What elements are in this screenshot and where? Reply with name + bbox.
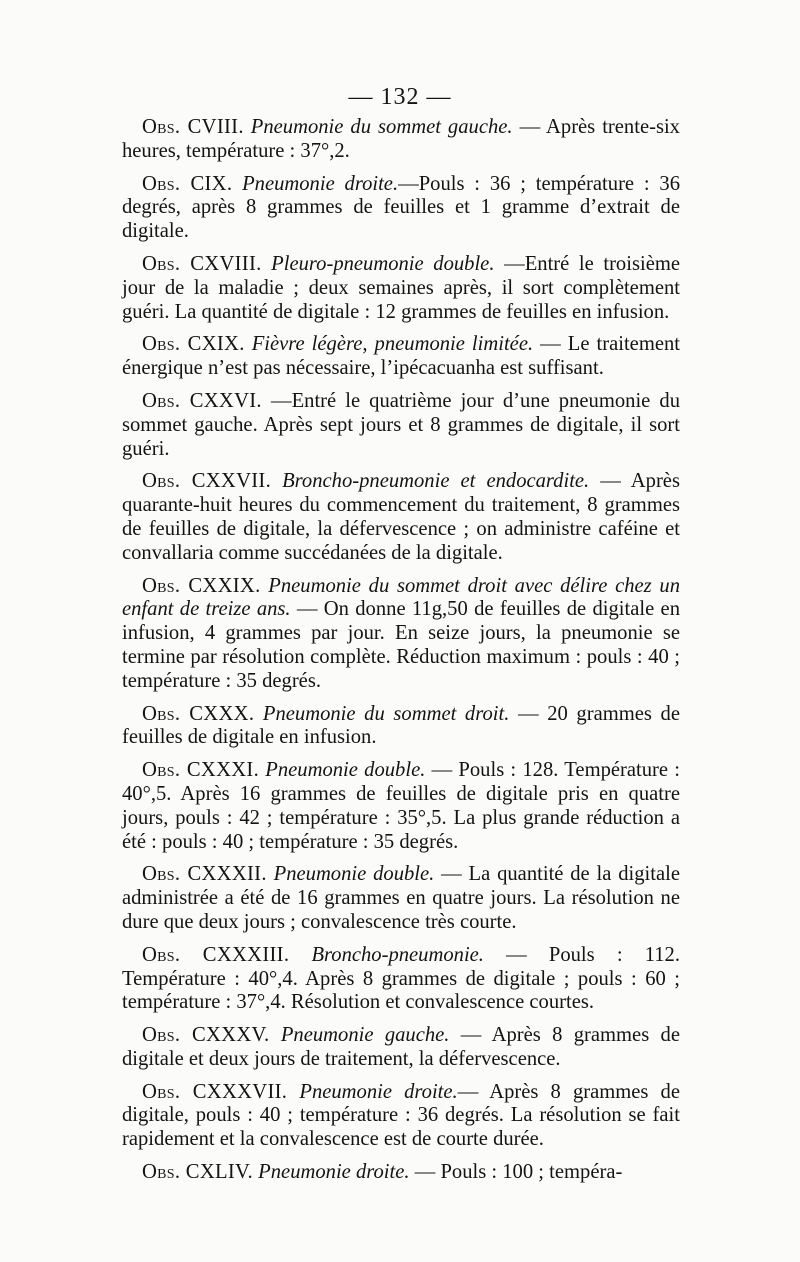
observation-cxxxvii xyxy=(122,1081,680,1152)
page-number: — 132 — xyxy=(348,84,452,110)
observation-title: Pneumonie droite. xyxy=(299,1080,458,1103)
observation-cxxvi xyxy=(122,390,680,461)
observation-cxix xyxy=(122,333,680,381)
observation-cxxxi xyxy=(122,759,680,854)
observation-label: Obs. CXLIV. xyxy=(142,1161,254,1184)
observation-title: Pneumonie double. xyxy=(265,759,426,782)
observation-cxxix xyxy=(122,575,680,694)
observation-cviii xyxy=(122,116,680,164)
observation-label: Obs. CXXXII. xyxy=(142,863,267,886)
observation-label: Obs. CXVIII. xyxy=(142,252,262,275)
observation-text: — Pouls : 112. Température : 40°,4. Après 8 grammes de digitale ; pouls : 60 ; température : 37°,4. Résolution et convalescence courtes. xyxy=(122,943,680,1014)
observation-text: — La quantité de la digitale administrée a été de 16 grammes en quatre jours. La résolution ne dure que deux jours ; convalescence très courte. xyxy=(122,863,680,933)
observation-title: Pleuro-pneumonie double. xyxy=(271,252,495,275)
observation-text: —Entré le troisième jour de la maladie ; deux semaines après, il sort complètement guéri. La quantité de digitale : 12 grammes de feuilles en infusion. xyxy=(122,252,680,323)
observation-title: Broncho-pneumonie. xyxy=(311,943,484,966)
observation-label: Obs. CXXIX. xyxy=(142,574,261,597)
observation-label: Obs. CXXXIII. xyxy=(142,943,290,966)
observation-cxxvii xyxy=(122,470,680,565)
observation-text: — 20 grammes de feuilles de digitale en infusion. xyxy=(122,702,680,749)
observation-label: Obs. CXXX. xyxy=(142,702,255,725)
observation-label: Obs. CXXXV. xyxy=(142,1024,270,1047)
observation-text: —Pouls : 36 ; température : 36 degrés, après 8 grammes de feuilles et 1 gramme d’extrait de digitale. xyxy=(122,172,680,243)
observation-cxviii xyxy=(122,253,680,324)
observation-text: — Après 8 grammes de digitale et deux jours de traitement, la défervescence. xyxy=(122,1024,680,1070)
observation-text: — Pouls : 100 ; tempéra- xyxy=(414,1161,623,1184)
observation-text: —Entré le quatrième jour d’une pneumonie du sommet gauche. Après sept jours et 8 grammes de digitale, il sort guéri. xyxy=(122,389,680,460)
observation-title: Pneumonie droite. xyxy=(258,1161,410,1184)
observation-cxxx xyxy=(122,703,680,751)
observation-title: Pneumonie du sommet gauche. xyxy=(250,116,513,138)
observation-label: Obs. CXXVII. xyxy=(142,470,272,493)
observation-title: Pneumonie droite. xyxy=(242,172,399,195)
observation-cix xyxy=(122,173,680,244)
observation-text: — Pouls : 128. Température : 40°,5. Après 16 grammes de feuilles de digitale pris en quatre jours, pouls : 42 ; température : 35°,5. La plus grande réduction a été : pouls : 40 ; température : 35 degrés. xyxy=(122,759,680,853)
observation-text: — Après trente-six heures, température : 37°,2. xyxy=(122,116,680,162)
observation-cxxxii xyxy=(122,863,680,934)
observation-title: Pneumonie gauche. xyxy=(280,1024,450,1047)
observation-cxxxiii xyxy=(122,944,680,1015)
observation-title: Pneumonie double. xyxy=(273,863,435,886)
observations-list xyxy=(122,116,680,1194)
observation-text: — On donne 11g,50 de feuilles de digitale en infusion, 4 grammes par jour. En seize jours, la pneumonie se termine par résolution complète. Réduction maximum : pouls : 40 ; température : 35 degrés. xyxy=(122,598,680,692)
observation-text: — Après 8 grammes de digitale, pouls : 40 ; température : 36 degrés. La résolution se fait rapidement et la convalescence est de courte durée. xyxy=(122,1080,680,1151)
observation-label: Obs. CXXXI. xyxy=(142,759,260,782)
observation-label: Obs. CXXVI. xyxy=(142,389,262,412)
observation-text: — Après quarante-huit heures du commencement du traitement, 8 grammes de feuilles de digitale, la défervescence ; on administre caféine et convallaria comme succédanées de la digitale. xyxy=(122,470,680,564)
observation-cxliv xyxy=(122,1161,680,1185)
observation-title: Fièvre légère, pneumonie limitée. xyxy=(251,333,534,356)
observation-label: Obs. CIX. xyxy=(142,172,233,195)
observation-title: Pneumonie du sommet droit. xyxy=(262,702,510,725)
observation-label: Obs. CXIX. xyxy=(142,333,245,356)
observation-label: Obs. CVIII. xyxy=(142,116,244,138)
observation-title: Broncho-pneumonie et endocardite. xyxy=(282,470,590,493)
observation-title: Pneumonie du sommet droit avec délire chez un enfant de treize ans. xyxy=(122,574,681,621)
observation-cxxxv xyxy=(122,1024,680,1072)
observation-label: Obs. CXXXVII. xyxy=(142,1080,288,1103)
observation-text: — Le traitement énergique n’est pas nécessaire, l’ipécacuanha est suffisant. xyxy=(122,333,680,380)
